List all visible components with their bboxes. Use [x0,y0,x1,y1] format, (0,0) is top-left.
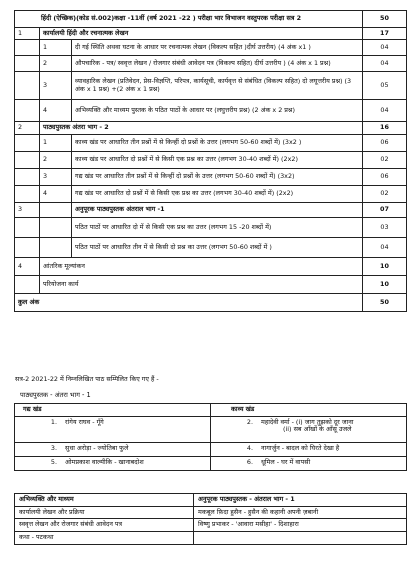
table-title-row [15,11,407,28]
prose-lesson: रांगेय राघव - गूँगे [65,417,104,426]
included-lessons-note: सत्र-2 2021-22 में निम्नलिखित पाठ सम्मिलित किए गए हैं - [15,375,159,383]
table-row [15,152,407,169]
table-title: हिंदी (ऐच्छिक)(कोड सं.002)कक्षा -11वीं (वर्ष 2021 -22 ) परीक्षा भार विभाजन वस्तुपरक परीक्षा सत्र 2 [15,11,363,28]
poem-number: 6. [246,458,253,467]
table-row [15,100,407,122]
project-marks: 10 [363,276,407,294]
table-row [15,218,407,238]
right-item: विष्णु प्रभाकर - 'आवारा मसीहा' - दिशाहारा [194,519,407,532]
section-row [15,122,407,135]
section-row [15,203,407,218]
table-row [15,506,407,519]
row-marks: 05 [363,72,407,100]
section-title: पाठ्यपुस्तक अंतरा भाग - 2 [40,122,363,135]
section-number: 3 [15,203,40,218]
right-item: मकबूल फ़िदा हुसैन - हुसैन की कहानी अपनी ज़बानी [194,506,407,519]
row-marks: 02 [363,186,407,203]
prose-number: 5. [50,458,57,467]
prose-lesson: सुधा अरोड़ा - ज्योतिबा फुले [65,444,129,453]
table-header-row [15,494,407,507]
total-row [15,294,407,312]
section-title: कार्यालयी हिंदी और रचनात्मक लेखन [40,28,363,40]
row-text: काव्य खंड पर आधारित तीन प्रश्नों में से किन्हीं दो प्रश्नों के उत्तर (लगभग 50-60 शब्दों में) (3x2 ) [72,135,363,152]
row-marks: 04 [363,100,407,122]
left-item: कार्यालयी लेखन और प्रक्रिया [15,506,194,519]
prose-number: 3. [50,444,57,453]
total-title: कुल अंक [15,294,363,312]
row-number: 3 [40,72,72,100]
section-number: 1 [15,28,40,40]
table-row [15,40,407,56]
table-row [15,532,407,545]
section-number: 2 [15,122,40,135]
row-text: पठित पाठों पर आधारित तीन में से किसी दो प्रश्न का उत्तर (लगभग 50-60 शब्दों में ) [72,238,363,258]
poem-lesson: धूमिल - घर में वापसी [261,458,311,467]
row-number: 2 [40,56,72,72]
section-row [15,28,407,40]
marks-distribution-table [14,10,407,312]
row-number: 3 [40,169,72,186]
section-marks: 17 [363,28,407,40]
right-header: अनुपूरक पाठ्यपुस्तक - अंतराल भाग - 1 [194,494,407,507]
prose-lesson: ओमप्रकाश वाल्मीकि - खानाबदोश [65,458,144,467]
row-number: 4 [40,186,72,203]
poem-lesson: नागार्जुन - बादल को घिरते देखा है [261,444,340,453]
section-title: आंतरिक मूल्यांकन [40,258,363,276]
row-text: गद्य खंड पर आधारित दो प्रश्नों में से किसी एक प्रश्न का उत्तर (लगभग 30-40 शब्दों में) (2x2) [72,186,363,203]
section-number: 4 [15,258,40,276]
row-number: 2 [40,152,72,169]
row-text: औपचारिक - पत्र/ स्ववृत्त लेखन / रोजगार संबंधी आवेदन पत्र (विकल्प सहित) दीर्घ उत्तरीय ) (4 अंक x 1 प्रश्न) [72,56,363,72]
row-text: काव्य खंड पर आधारित दो प्रश्नों में से किसी एक प्रश्न का उत्तर (लगभग 30-40 शब्दों में) (2x2) [72,152,363,169]
project-title: परियोजना कार्य [40,276,363,294]
section-marks: 16 [363,122,407,135]
prose-number: 1. [50,417,57,426]
section-marks: 07 [363,203,407,218]
row-number: 1 [40,40,72,56]
section-row [15,258,407,276]
row-marks: 06 [363,169,407,186]
right-item [194,532,407,545]
table-header-row [15,404,407,417]
row-text: व्यावहारिक लेखन (प्रतिवेदन, प्रेस-विज्ञप्ति, परिपत्र, कार्यसूची, कार्यवृत्त से संबंधित (विकल्प सहित) दो लघूत्तरीय प्रश्न) (3 अंक x 1 प्रश्न) +(2 अंक x 1 प्रश्न) [72,72,363,100]
project-row [15,276,407,294]
row-text: दी गई स्थिति अथवा घटना के आधार पर रचनात्मक लेखन (विकल्प सहित )दीर्घ उत्तरीय) (4 अंक x1 ) [72,40,363,56]
table-row [15,442,407,456]
textbook-syllabus-table [14,403,407,471]
poem-number: 4. [246,444,253,453]
total-marks: 50 [363,294,407,312]
table-row [15,186,407,203]
poem-number: 2. [246,417,253,426]
row-text: पठित पाठों पर आधारित दो में से किसी एक प्रश्न का उत्तर (लगभग 15 -20 शब्दों में) [72,218,363,238]
row-text: अभिव्यक्ति और माध्यम पुस्तक के पठित पाठों के आधार पर (लघुत्तरीय प्रश्न) (2 अंक x 2 प्रश्न) [72,100,363,122]
table-row [15,519,407,532]
poetry-header: काव्य खंड [211,404,407,417]
left-header: अभिव्यक्ति और माध्यम [15,494,194,507]
supplementary-syllabus-table [14,493,407,545]
title-marks: 50 [363,11,407,28]
table-row [15,169,407,186]
left-item: स्ववृत्त लेखन और रोजगार संबंधी आवेदन पत्र [15,519,194,532]
poem-lesson: महादेवी वर्मा - (i) जाग तुझको दूर जाना [261,417,354,426]
left-item: कथा - पटकथा [15,532,194,545]
textbook-heading: पाठ्यपुस्तक - अंतरा भाग - 1 [20,391,91,399]
prose-header: गद्य खंड [15,404,211,417]
row-marks: 03 [363,218,407,238]
poem-lesson-line-2: (ii) सब आँखों के आँसू उजले [283,425,352,434]
section-title: अनुपूरक पाठ्यपुस्तक अंतराल भाग -1 [72,203,363,218]
row-text: गद्य खंड पर आधारित तीन प्रश्नों में से किन्हीं दो प्रश्नों के उत्तर (लगभग 50-60 शब्दों में) (3x2) [72,169,363,186]
table-row [15,416,407,442]
row-number: 4 [40,100,72,122]
table-row [15,56,407,72]
row-marks: 04 [363,238,407,258]
row-marks: 06 [363,135,407,152]
row-marks: 04 [363,56,407,72]
row-marks: 02 [363,152,407,169]
row-number: 1 [40,135,72,152]
table-row [15,135,407,152]
table-row [15,72,407,100]
row-marks: 04 [363,40,407,56]
section-marks: 10 [363,258,407,276]
table-row [15,456,407,470]
table-row [15,238,407,258]
